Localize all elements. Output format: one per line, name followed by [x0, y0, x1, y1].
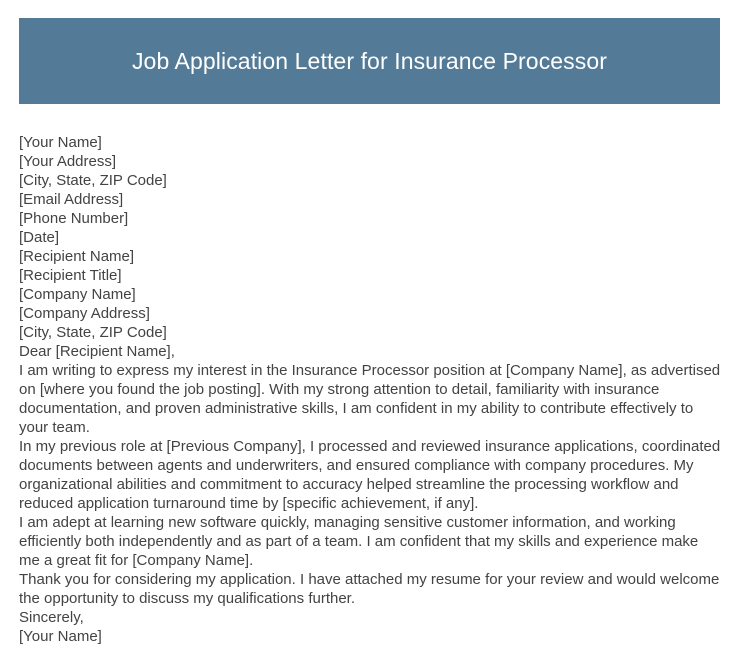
- letter-body: [19, 133, 721, 646]
- document-header-banner: [19, 18, 720, 104]
- recipient-line-name: [Recipient Name]: [19, 248, 135, 265]
- signature-name: [Your Name]: [19, 628, 102, 645]
- salutation: Dear [Recipient Name],: [19, 343, 175, 360]
- recipient-line-title: [Recipient Title]: [19, 267, 122, 284]
- sender-line-date: [Date]: [19, 229, 60, 246]
- sender-line-address: [Your Address]: [19, 153, 117, 170]
- sender-line-phone: [Phone Number]: [19, 210, 129, 227]
- recipient-address-block: [19, 247, 721, 342]
- recipient-line-city: [City, State, ZIP Code]: [19, 324, 167, 341]
- page-title: Job Application Letter for Insurance Processor: [131, 48, 608, 74]
- recipient-line-address: [Company Address]: [19, 305, 150, 322]
- sender-line-name: [Your Name]: [19, 134, 102, 151]
- closing-salutation: Sincerely,: [19, 609, 84, 626]
- body-paragraph-2: In my previous role at [Previous Company], I processed and reviewed insurance applications, coordinated documents between agents and underwriters, and ensured compliance with company procedures. My organizational abilities and commitment to accuracy helped streamline the processing workflow and reduced application turnaround time by [specific achievement, if any].: [19, 438, 721, 512]
- sender-line-city: [City, State, ZIP Code]: [19, 172, 167, 189]
- body-paragraph-1: I am writing to express my interest in the Insurance Processor position at [Company Name], as advertised on [where you found the job posting]. With my strong attention to detail, familiarity with insurance documentation, and proven administrative skills, I am confident in my ability to contribute effectively to your team.: [19, 362, 721, 436]
- sender-address-block: [19, 133, 721, 247]
- sender-line-email: [Email Address]: [19, 191, 124, 208]
- body-paragraph-4: Thank you for considering my application. I have attached my resume for your review and would welcome the opportunity to discuss my qualifications further.: [19, 571, 720, 607]
- recipient-line-company: [Company Name]: [19, 286, 136, 303]
- body-paragraph-3: I am adept at learning new software quickly, managing sensitive customer information, and working efficiently both independently and as part of a team. I am confident that my skills and experience make me a great fit for [Company Name].: [19, 514, 699, 569]
